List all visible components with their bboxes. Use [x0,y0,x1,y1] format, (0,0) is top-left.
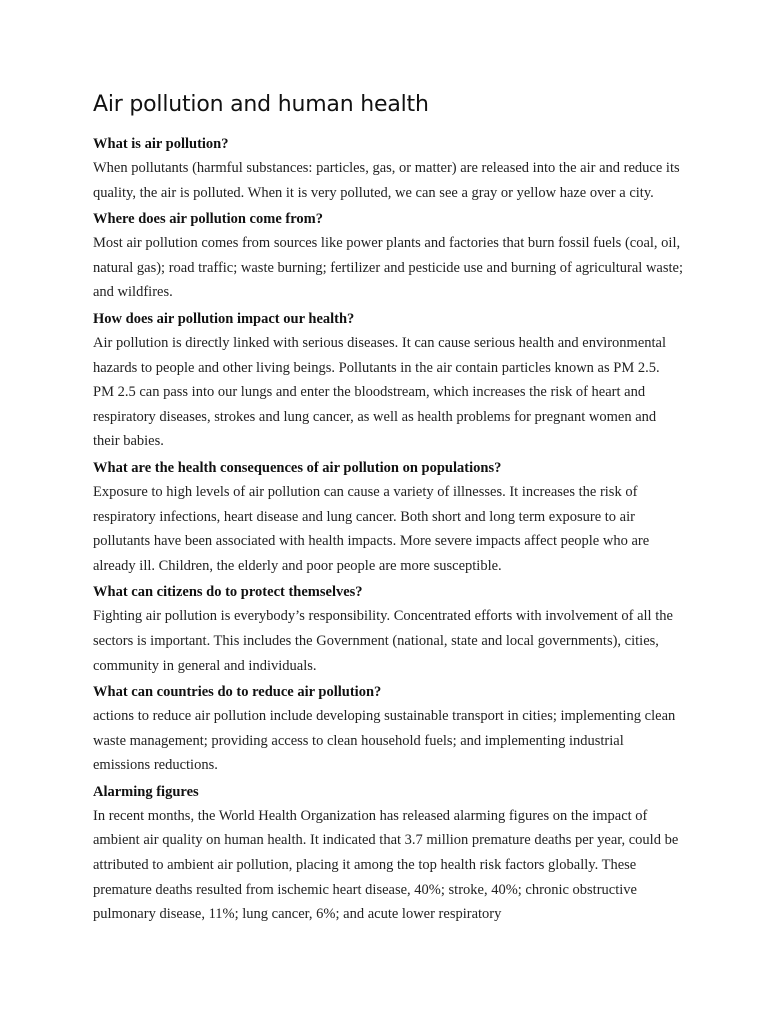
document-title: Air pollution and human health [93,92,429,117]
section-body: actions to reduce air pollution include developing sustainable transport in cities; implementing clean waste management; providing access to clean household fuels; and implementing industrial emissions reductions. [93,708,676,774]
section-body: When pollutants (harmful substances: particles, gas, or matter) are released into the air and reduce its quality, the air is polluted. When it is very polluted, we can see a gray or yellow haze over a city. [93,160,680,201]
section-body: Air pollution is directly linked with serious diseases. It can cause serious health and environmental hazards to people and other living beings. Pollutants in the air contain particles known as PM 2.5. PM 2.5 can pass into our lungs and enter the bloodstream, which increases the risk of heart and respiratory diseases, strokes and lung cancer, as well as health problems for pregnant women and their babies. [93,334,667,450]
section-heading: What can citizens do to protect themselves? [93,584,363,601]
document-page [93,88,683,929]
section-what-is-air-pollution [93,132,683,205]
section-health-consequences [93,456,683,578]
section-heading: Where does air pollution come from? [93,211,323,228]
section-alarming-figures [93,780,683,927]
section-heading: How does air pollution impact our health? [93,310,355,327]
section-heading: What can countries do to reduce air pollution? [93,684,382,701]
section-health-impact [93,307,683,454]
section-body: In recent months, the World Health Organization has released alarming figures on the impact of ambient air quality on human health. It indicated that 3.7 million premature deaths per year, could be attributed to ambient air pollution, placing it among the top health risk factors globally. These premature deaths resulted from ischemic heart disease, 40%; stroke, 40%; chronic obstructive pulmonary disease, 11%; lung cancer, 6%; and acute lower respiratory [93,807,679,923]
section-countries-reduce [93,680,683,778]
section-body: Most air pollution comes from sources like power plants and factories that burn fossil fuels (coal, oil, natural gas); road traffic; waste burning; fertilizer and pesticide use and burning of agricultural waste; and wildfires. [93,235,683,301]
section-heading: Alarming figures [93,783,199,800]
section-citizens-protect [93,580,683,678]
section-where-from [93,207,683,305]
section-body: Exposure to high levels of air pollution can cause a variety of illnesses. It increases the risk of respiratory infections, heart disease and lung cancer. Both short and long term exposure to air pollutants have been associated with health impacts. More severe impacts affect people who are already ill. Children, the elderly and poor people are more susceptible. [93,483,650,574]
section-body: Fighting air pollution is everybody’s responsibility. Concentrated efforts with involvement of all the sectors is important. This includes the Government (national, state and local governments), cities, community in general and individuals. [93,608,673,674]
section-heading: What are the health consequences of air pollution on populations? [93,459,502,476]
section-heading: What is air pollution? [93,136,229,152]
